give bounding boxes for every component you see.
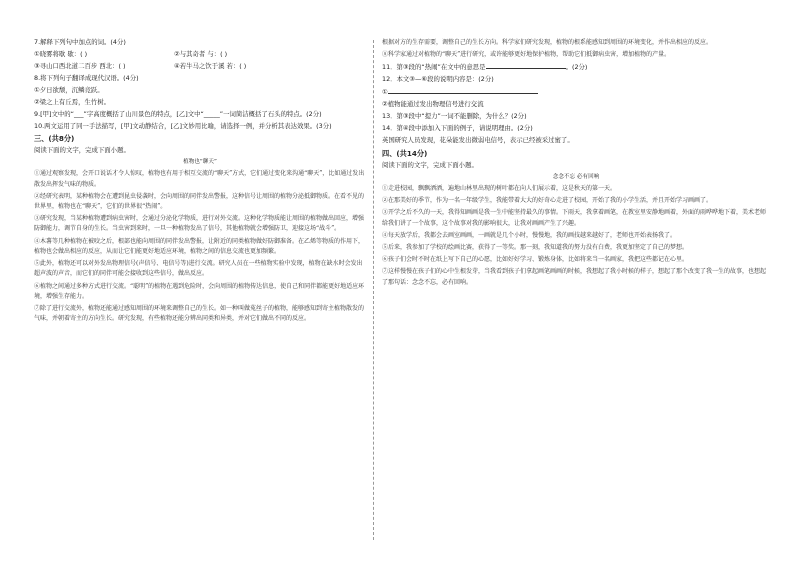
q7-item-3: ③寻山口西北道二百步 西北：( ) [34,61,126,70]
question-10: 10.两文运用了同一手法描写，[甲]文动静结合，[乙]文妙用比喻，请选择一例，并分析其表达效果。(3分) [34,121,332,130]
right-column [382,38,770,290]
q7-item-2: ②与其奇者 与：( ) [174,49,228,58]
q11-tail: 。(2分) [565,63,588,72]
article-1-paragraph: ①通过观察发现，会开口说话才令人惊叹，植物也有用于相互交流的“聊天”方式，它们通过变化来沟通“聊天”，比如通过发出散发出挥发气味的物质。 [34,170,365,188]
section-3-heading: 三、(共8分) [34,134,75,144]
article-1-paragraph: ⑤此外，植物还可以对外发出物理信号(声信号、电信号等)进行交流。研究人员在一些植物实验中发现，植物在缺水时会发出超声波的声音，而它们的同伴可能会接收到这些信号，做出反应。 [34,260,363,278]
question-7: 7.解释下列句中加点的词。(4分) [34,38,126,46]
question-9: 9.[甲]文中的“___”字高度概括了山川景色的特点，[乙]文中“_____”一词简洁概括了石头的特点。(2分) [34,109,322,118]
article-1-title: 植物也“聊天” [183,159,217,166]
article-1-paragraph: ③研究发现，当某种植物遭到病虫害时，会通过分泌化学物质，进行对外交流。这种化学物质能让周围的植物做出回应，增强防御能力，调节自身的生长。当虫害到来时，一旦一种植物发出了信号，其他植物就会增强防卫，迎接这场“战斗”。 [34,215,365,233]
column-divider [373,40,374,540]
q11-text: 11．第③段的“热闹”在文中的意思是 [382,63,486,72]
question-8: 8.将下列句子翻译成现代汉语。(4分) [34,73,139,82]
article-1-paragraph: ⑥植物之间通过多种方式进行交流。“聪明”的植物在遇到危险时，会向周围的植物传达信息，使自己和同伴都能更好地适应环境，增强生存能力。 [34,282,365,300]
q8-item-1: ①夕日欲颓，沉鳞竞跃。 [34,85,104,94]
q12-item-a [382,87,770,97]
article-2-paragraph: ⑤后来，我参加了学校的绘画比赛，获得了一等奖。那一刻，我知道我的努力没有白费，我更加坚定了自己的梦想。 [382,243,689,251]
left-column [34,38,366,326]
question-12: 12．本文③—⑥段的说明内容是：(2分) [382,75,494,84]
question-11 [382,62,770,72]
article-2-title: 念念不忘 必有回响 [552,173,600,180]
question-7-row-2 [34,62,366,71]
question-14-text: 英国研究人员发现，花朵能发出微弱电信号，表示已经被采过蜜了。 [382,136,574,145]
q12-answer-blank[interactable] [388,87,538,94]
article-2-paragraph: ④每天放学后，我都会去画室画画，一画就是几个小时，慢慢地，我的画技越来越好了，老师也开始表扬我了。 [382,231,677,239]
article-2-paragraph: ⑦这样慢慢在孩子们的心中生根发芽，当我看到孩子们拿起画笔画画的时候，我想起了我小时候的样子，想起了那个改变了我一生的故事，也想起了那句话：念念不忘，必有回响。 [382,268,767,286]
section-4-intro: 阅读下面的文字，完成下面小题。 [382,160,478,169]
question-14: 14．第④段中添加入下面的例子，请说明理由。(2分) [382,124,533,133]
q12-item-b: ②植物能通过发出物理信号进行交流 [382,100,484,109]
article-2-paragraph: ③开学之后不久的一天，我得知画画是我一生中能坚持最久的事情。下雨天，我拿着画笔，在教室里安静地画着，外面的雨哗哗地下着，美术老师给我们讲了一个故事，这个故事对我的影响很大，让我对画画产生了兴趣。 [382,209,767,227]
article-1-paragraph: ②经研究表明，某种植物会在遭到昆虫侵袭时，会向周围的同伴发出警报，这种信号让周围的植物分泌抵御物质。在看不见的世界里，植物也在“聊天”，它们的世界很“热闹”。 [34,192,365,211]
q7-item-4: ④若牛马之饮于溪 若：( ) [174,61,247,70]
q8-item-2: ②梁之上有丘焉，生竹树。 [34,97,111,106]
question-13: 13．第③段中“提力”一词不能删除，为什么？(2分) [382,112,527,121]
article-1-paragraph: ④木薯等几种植物在被咬之后，根部也能向周围的同伴发出警报，让附近的同类植物做好防御准备。在乙烯等物质的作用下，植物也会做出相应的反应，从而让它们能更好地适应环境，植物之间的信息交流也更加频繁。 [34,237,365,255]
section-4-heading: 四、(共14分) [382,148,428,158]
q11-answer-blank[interactable] [486,62,566,69]
article-2-paragraph: ⑥孩子们会时不时在纸上写下自己的心愿，比如好好学习、锻炼身体，比如将来当一名画家，我把这些都记在心里。 [382,256,689,264]
question-7-row-1 [34,50,366,59]
article-1-paragraph: ⑦除了进行交流外，植物还能通过感知周围的环境来调整自己的生长。如一种叫做菟丝子的植物，能够感知到寄主植物散发的气味，并朝着寄主的方向生长。研究发现，有些植物还能分辨出同类和异类，并对它们做出不同的反应。 [34,304,365,323]
article-1-continuation: 根据对方的生存需要，调整自己的生长方向。科学家们研究发现，植物的根系能感知到周围的环境变化，并作出相应的反应。 [382,39,713,46]
section-3-intro: 阅读下面的文字，完成下面小题。 [34,146,130,155]
q12-item-a-label: ① [382,88,388,97]
article-2-paragraph: ②在那美好的季节，作为一名一年级学生，我能带着大大的好奇心走进了校园，开始了我的小学生活，并且开始学习画画了。 [382,197,713,205]
article-1-paragraph-8: ⑧科学家通过对植物的“聊天”进行研究，或许能够更好地保护植物，帮助它们抵御病虫害，增加植物的产量。 [382,51,671,59]
q7-item-1: ①晓雾将歇 歇：( ) [34,49,88,58]
article-2-paragraph: ①走进校园，飘飘洒洒，遍地山林里出现的树叶都在向人们展示着，这是秋天的第一天。 [382,184,617,192]
